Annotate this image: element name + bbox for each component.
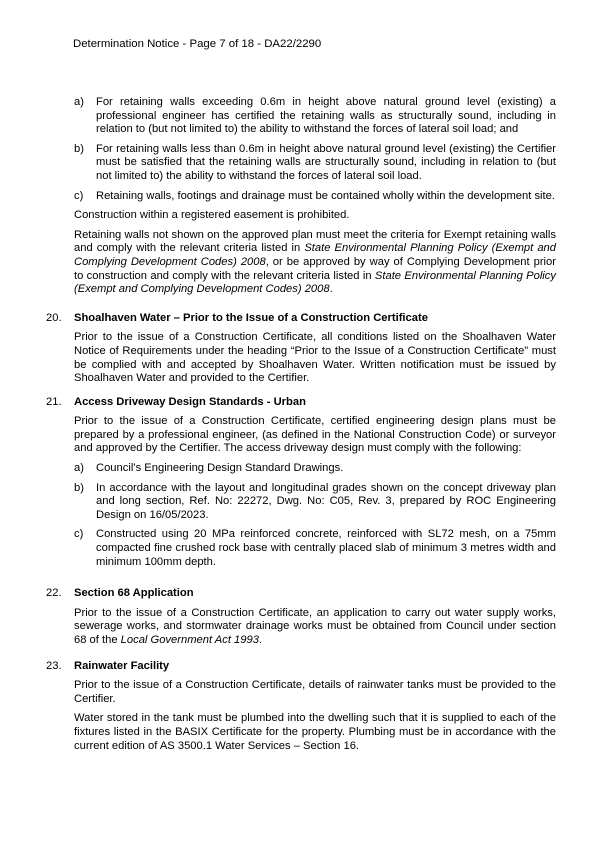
condition-21: [46, 395, 556, 570]
easement-paragraph: Construction within a registered easement is prohibited.: [74, 209, 350, 222]
paragraph-text: Prior to the issue of a Construction Certificate, an application to carry out water supply works, sewerage works, and stormwater drainage works must be obtained from Council under section 68 of the: [74, 606, 556, 646]
page-header: Determination Notice - Page 7 of 18 - DA22/2290: [73, 38, 322, 50]
list-text: Constructed using 20 MPa reinforced concrete, reinforced with SL72 mesh, on a 75mm compacted fine crushed rock base with centrally placed slab of minimum 3 metres width and minimum 100mm depth.: [96, 528, 556, 568]
condition-title: Shoalhaven Water – Prior to the Issue of a Construction Certificate: [74, 311, 428, 324]
condition-text: [74, 607, 556, 648]
list-marker: c): [74, 528, 84, 541]
condition-20: [46, 311, 556, 386]
condition-title: Section 68 Application: [74, 587, 194, 600]
condition-text: Prior to the issue of a Construction Certificate, details of rainwater tanks must be provided to the Certifier.: [74, 679, 556, 705]
list-item: [74, 190, 556, 204]
condition-text: Water stored in the tank must be plumbed into the dwelling such that it is supplied to each of the fixtures listed in the BASIX Certificate for the property. Plumbing must be in accordance with the current edition of AS 3500.1 Water Services – Section 16.: [74, 712, 556, 752]
list-text: For retaining walls less than 0.6m in height above natural ground level (existing) the Certifier must be satisfied that the retaining walls are structurally sound, including in relation to (but not limited to) the ability to withstand the forces of lateral soil load.: [96, 142, 556, 182]
policy-reference: State Environmental Planning Policy (Exempt and Complying Development Codes) 2008: [74, 269, 556, 296]
list-marker: a): [74, 462, 84, 475]
condition-number: 20.: [46, 311, 62, 324]
condition-22: [46, 587, 556, 647]
condition-number: 23.: [46, 659, 62, 672]
condition-title: Access Driveway Design Standards - Urban: [74, 395, 306, 408]
exempt-walls-paragraph: [74, 229, 556, 297]
page-content: [46, 96, 556, 759]
condition-number: 21.: [46, 395, 62, 408]
policy-reference: State Environmental Planning Policy (Exempt and Complying Development Codes) 2008: [74, 242, 556, 268]
list-item: [74, 462, 556, 476]
condition-text: Prior to the issue of a Construction Certificate, certified engineering design plans must be prepared by a professional engineer, (as defined in the National Construction Code) or surveyor and approved by the Certifier. The access driveway design must comply with the following:: [74, 415, 556, 455]
list-marker: a): [74, 96, 84, 108]
condition-text: Prior to the issue of a Construction Certificate, all conditions listed on the Shoalhaven Water Notice of Requirements under the heading “Prior to the Issue of a Construction Certificate” must be complied with and accepted by Shoalhaven Water. Written notification must be issued by Shoalhaven Water and provided to the Certifier.: [74, 331, 556, 385]
paragraph-text: , or be approved by way of Complying Development prior to construction and comply with the relevant criteria listed in: [74, 255, 556, 282]
list-text: In accordance with the layout and longitudinal grades shown on the concept driveway plan and long section, Ref. No: 22272, Dwg. No: C05, Rev. 3, prepared by ROC Engineering Design on 16/05/2023.: [96, 481, 556, 521]
paragraph-text: Retaining walls not shown on the approved plan must meet the criteria for Exempt retaining walls and comply with the relevant criteria listed in: [74, 228, 556, 255]
list-marker: c): [74, 189, 84, 202]
condition-23: [46, 659, 556, 754]
act-reference: Local Government Act 1993: [120, 634, 259, 646]
paragraph-text: .: [258, 634, 263, 646]
list-marker: b): [74, 481, 84, 494]
list-text: Retaining walls, footings and drainage must be contained wholly within the development site.: [96, 189, 555, 202]
list-text: For retaining walls exceeding 0.6m in height above natural ground level (existing) a professional engineer has certified the retaining walls as structurally sound, including in relation to (but not limited to) the ability to withstand the forces of lateral soil load; and: [96, 96, 556, 136]
list-item: [74, 96, 556, 137]
list-text: Council’s Engineering Design Standard Drawings.: [96, 462, 344, 475]
list-item: [74, 482, 556, 523]
list-marker: b): [74, 142, 84, 155]
list-item: [74, 528, 556, 569]
list-item: [74, 143, 556, 184]
condition-number: 22.: [46, 587, 62, 600]
condition-title: Rainwater Facility: [74, 659, 170, 672]
paragraph-text: .: [329, 283, 333, 296]
